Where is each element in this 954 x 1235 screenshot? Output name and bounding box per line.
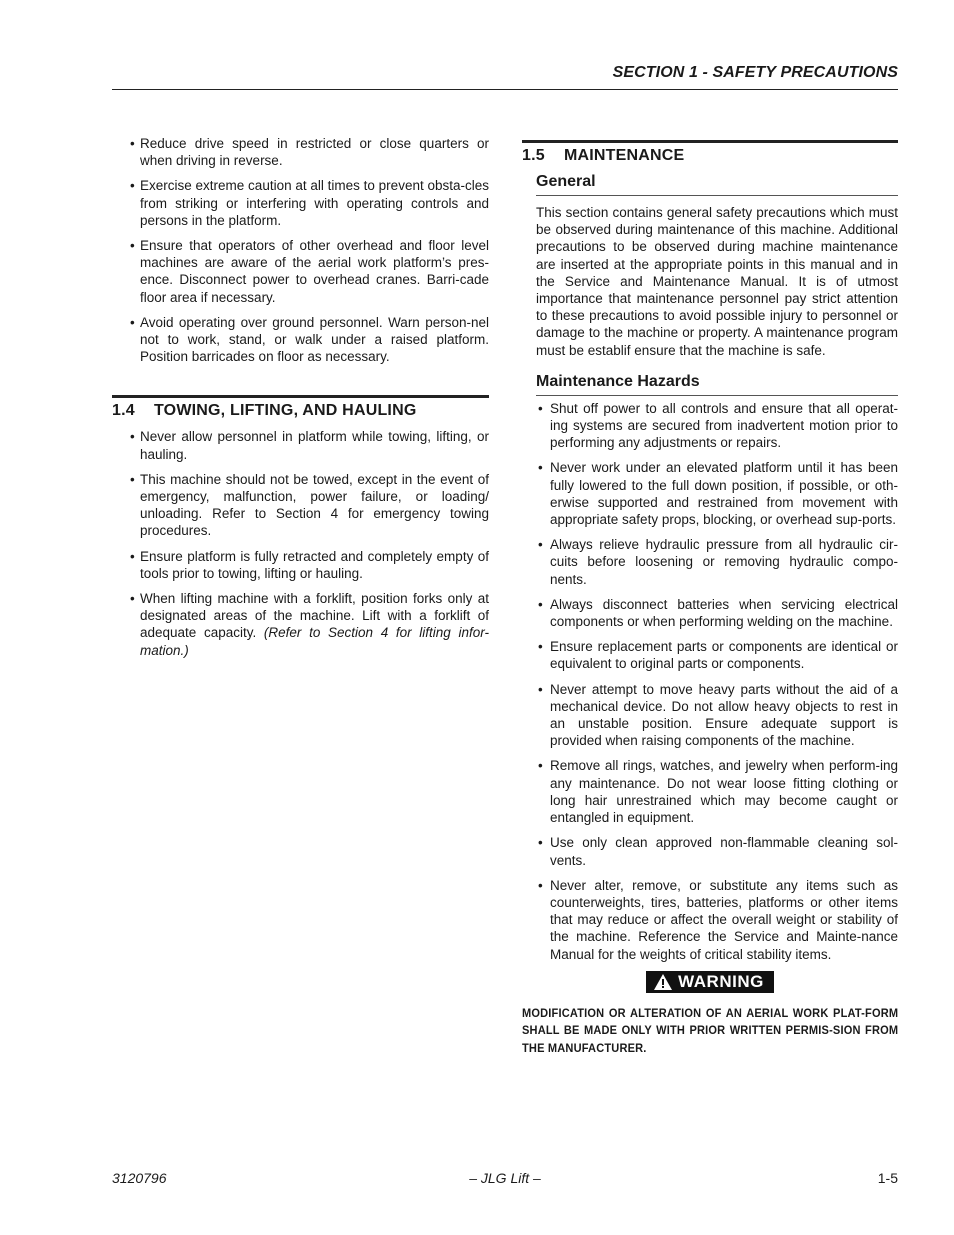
list-item: • Never work under an elevated platform until it has been fully lowered to the full down position, if possible, or oth-erwise supported and restrained from movement with appropriate safety props, blocking, or overhead sup-ports.	[522, 459, 898, 528]
footer-publisher: – JLG Lift –	[469, 1170, 541, 1186]
section-rule	[112, 395, 489, 398]
warning-label-wrap	[522, 971, 898, 995]
list-item: • Ensure that operators of other overhead and floor level machines are aware of the aerial work platform’s pres-ence. Disconnect power to overhead cranes. Barri-cade floor area if necessary.	[112, 237, 489, 306]
list-item: • Exercise extreme caution at all times to prevent obsta-cles from striking or interfering with operating controls and persons in the platform.	[112, 177, 489, 229]
list-item-text: When lifting machine with a forklift, position forks only at designated areas of the machine. Lift with a forklift of adequate capacity.	[140, 591, 489, 641]
warning-text: MODIFICATION OR ALTERATION OF AN AERIAL WORK PLAT-FORM SHALL BE MADE ONLY WITH PRIOR WRITTEN PERMIS-SION FROM THE MANUFACTURER.	[522, 1005, 899, 1055]
cross-reference: (Refer to Section 4 for lifting infor-mation.)	[140, 625, 489, 658]
list-item: • Never allow personnel in platform while towing, lifting, or hauling.	[112, 428, 489, 462]
footer-doc-number: 3120796	[112, 1170, 167, 1186]
section-heading-1-5	[522, 147, 898, 165]
left-column	[112, 135, 489, 667]
warning-badge	[646, 971, 774, 993]
section-number: 1.5	[522, 147, 545, 164]
section-number: 1.4	[112, 402, 135, 420]
bullet-list-top	[112, 135, 489, 365]
list-item: • Shut off power to all controls and ensure that all operat-ing systems are secured from inadvertent motion prior to performing any adjustments or repairs.	[522, 400, 898, 452]
list-item: • Ensure replacement parts or components are identical or equivalent to original parts or components.	[522, 638, 898, 672]
right-column	[522, 140, 898, 1057]
header-rule	[112, 89, 898, 90]
list-item: • Never alter, remove, or substitute any items such as counterweights, tires, batteries, platforms or other items that may reduce or affect the overall weight or stability of the machine. Reference the Service and Mainte-nance Manual for the weights of critical stability items.	[522, 877, 898, 963]
list-item	[112, 590, 489, 659]
subheading-maintenance-hazards: Maintenance Hazards	[536, 373, 898, 396]
list-item: • Remove all rings, watches, and jewelry when perform-ing any maintenance. Do not wear loose fitting clothing or long hair unrestrained which may become caught or entangled in equipment.	[522, 757, 898, 826]
bullet-list-towing	[112, 428, 489, 658]
section-title: TOWING, LIFTING, AND HAULING	[154, 402, 417, 420]
subheading-general: General	[536, 173, 898, 196]
running-header: SECTION 1 - SAFETY PRECAUTIONS	[612, 64, 898, 81]
bullet-list-hazards	[522, 400, 898, 963]
footer-page-number: 1-5	[877, 1170, 898, 1186]
list-item: • Avoid operating over ground personnel. Warn person-nel not to work, stand, or walk under a raised platform. Position barricades on floor as necessary.	[112, 314, 489, 366]
list-item: • This machine should not be towed, except in the event of emergency, malfunction, power failure, or loading/ unloading. Refer to Section 4 for emergency towing procedures.	[112, 471, 489, 540]
warning-label: WARNING	[678, 971, 764, 991]
list-item: • Reduce drive speed in restricted or close quarters or when driving in reverse.	[112, 135, 489, 169]
list-item: • Never attempt to move heavy parts without the aid of a mechanical device. Do not allow heavy objects to rest in an unstable position. Ensure adequate support is provided when raising components of the machine.	[522, 681, 898, 750]
general-paragraph: This section contains general safety precautions which must be observed during maintenance of this machine. Additional precautions to be observed during machine maintenance are inserted at the appropriate points in this manual and in the Service and Maintenance Manual. It is of utmost importance that maintenance personnel pay strict attention to these precautions to avoid possible injury to personnel or damage to the machine or property. A maintenance program must be establif ensure that the machine is safe.	[536, 205, 898, 358]
section-title: MAINTENANCE	[564, 147, 685, 164]
list-item: • Always relieve hydraulic pressure from all hydraulic cir-cuits before loosening or removing hydraulic compo-nents.	[522, 536, 898, 588]
section-heading-1-4	[112, 402, 489, 420]
warning-triangle-icon	[654, 974, 672, 990]
list-item: • Always disconnect batteries when servicing electrical components or when performing welding on the machine.	[522, 596, 898, 630]
list-item: • Use only clean approved non-flammable cleaning sol-vents.	[522, 834, 898, 868]
list-item: • Ensure platform is fully retracted and completely empty of tools prior to towing, lifting or hauling.	[112, 548, 489, 582]
section-rule	[522, 140, 898, 143]
